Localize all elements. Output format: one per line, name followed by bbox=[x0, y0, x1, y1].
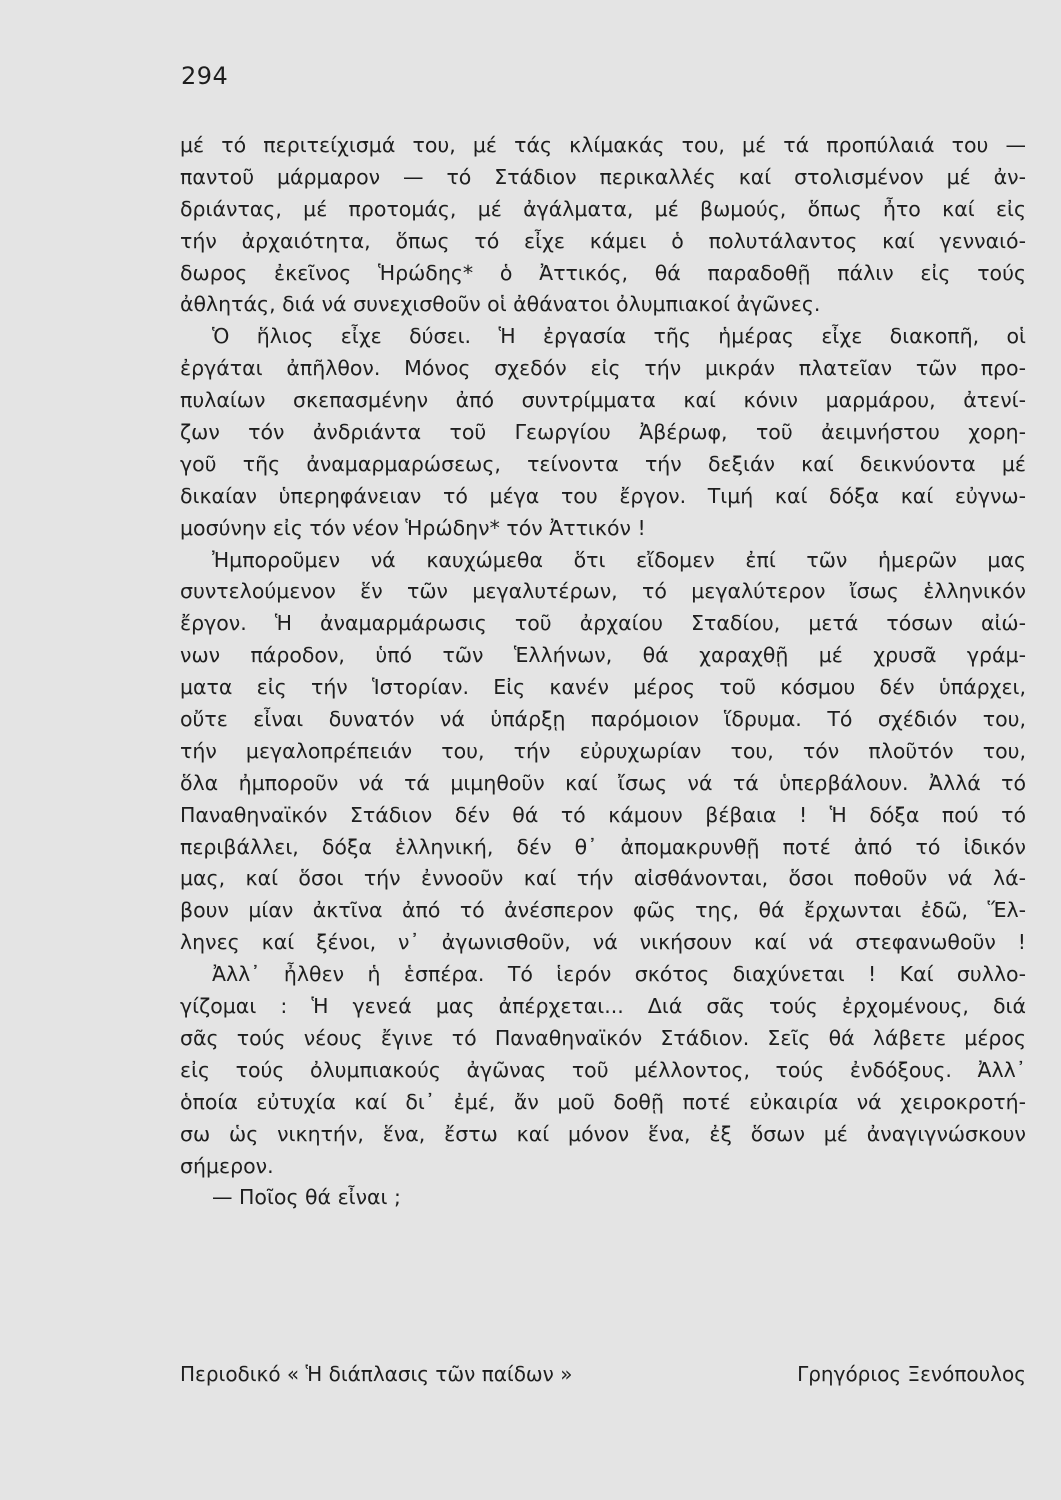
text-line: γίζομαι : Ἡ γενεά μας ἀπέρχεται... Διά σᾶς τούς ἐρχομένους, διά bbox=[180, 994, 1026, 1019]
text-line: Ὁ ἥλιος εἶχε δύσει. Ἡ ἐργασία τῆς ἡμέρας εἶχε διακοπῆ, οἱ bbox=[212, 324, 1026, 349]
text-line: δριάντας, μέ προτομάς, μέ ἀγάλματα, μέ βωμούς, ὅπως ἦτο καί εἰς bbox=[180, 196, 1026, 221]
body-text bbox=[180, 130, 1026, 1214]
text-line: σᾶς τούς νέους ἔγινε τό Παναθηναϊκόν Στάδιον. Σεῖς θά λάβετε μέρος bbox=[180, 1025, 1026, 1050]
text-line: Ἀλλ᾽ ἦλθεν ἡ ἑσπέρα. Τό ἱερόν σκότος διαχύνεται ! Καί συλλο- bbox=[212, 962, 1026, 987]
text-line: ματα εἰς τήν Ἱστορίαν. Εἰς κανέν μέρος τοῦ κόσμου δέν ὑπάρχει, bbox=[180, 675, 1026, 700]
text-line: παντοῦ μάρμαρον — τό Στάδιον περικαλλές καί στολισμένον μέ ἀν- bbox=[180, 164, 1026, 189]
footer-author: Γρηγόριος Ξενόπουλος bbox=[797, 1362, 1026, 1386]
text-line: ζων τόν ἀνδριάντα τοῦ Γεωργίου Ἀβέρωφ, τοῦ ἀειμνήστου χορη- bbox=[180, 420, 1026, 445]
text-line: συντελούμενον ἕν τῶν μεγαλυτέρων, τό μεγαλύτερον ἴσως ἑλληνικόν bbox=[180, 579, 1026, 604]
text-line: ὁποία εὐτυχία καί δι᾽ ἐμέ, ἄν μοῦ δοθῇ ποτέ εὐκαιρία νά χειροκροτή- bbox=[180, 1089, 1026, 1114]
text-line: εἰς τούς ὀλυμπιακούς ἀγῶνας τοῦ μέλλοντος, τούς ἐνδόξους. Ἀλλ᾽ bbox=[180, 1057, 1026, 1082]
text-line: ληνες καί ξένοι, ν᾽ ἀγωνισθοῦν, νά νικήσουν καί νά στεφανωθοῦν ! bbox=[180, 930, 1026, 955]
text-line: ἔργον. Ἡ ἀναμαρμάρωσις τοῦ ἀρχαίου Σταδίου, μετά τόσων αἰώ- bbox=[180, 611, 1026, 636]
text-line: ἀθλητάς, διά νά συνεχισθοῦν οἱ ἀθάνατοι ὀλυμπιακοί ἀγῶνες. bbox=[180, 292, 821, 317]
footer-source: Περιοδικό « Ἡ διάπλασις τῶν παίδων » bbox=[180, 1362, 573, 1386]
text-line: Παναθηναϊκόν Στάδιον δέν θά τό κάμουν βέβαια ! Ἡ δόξα πού τό bbox=[180, 802, 1026, 827]
text-line: τήν μεγαλοπρέπειάν του, τήν εὐρυχωρίαν του, τόν πλοῦτόν του, bbox=[180, 738, 1026, 763]
page-footer bbox=[180, 1362, 1026, 1386]
text-line: νων πάροδον, ὑπό τῶν Ἑλλήνων, θά χαραχθῇ μέ χρυσᾶ γράμ- bbox=[180, 643, 1026, 668]
text-line: πυλαίων σκεπασμένην ἀπό συντρίμματα καί κόνιν μαρμάρου, ἀτενί- bbox=[180, 388, 1026, 413]
text-line: περιβάλλει, δόξα ἑλληνική, δέν θ᾽ ἀπομακρυνθῇ ποτέ ἀπό τό ἰδικόν bbox=[180, 834, 1026, 859]
text-line: ὅλα ἠμποροῦν νά τά μιμηθοῦν καί ἴσως νά τά ὑπερβάλουν. Ἀλλά τό bbox=[180, 770, 1026, 795]
text-line: μέ τό περιτείχισμά του, μέ τάς κλίμακάς του, μέ τά προπύλαιά του — bbox=[180, 133, 1026, 157]
text-line: σω ὡς νικητήν, ἕνα, ἔστω καί μόνον ἕνα, ἐξ ὅσων μέ ἀναγιγνώσκουν bbox=[180, 1121, 1026, 1146]
text-line: — Ποῖος θά εἶναι ; bbox=[212, 1185, 401, 1210]
text-line: βουν μίαν ἀκτῖνα ἀπό τό ἀνέσπερον φῶς της, θά ἔρχωνται ἐδῶ, Ἕλ- bbox=[180, 898, 1026, 923]
text-line: Ἠμποροῦμεν νά καυχώμεθα ὅτι εἴδομεν ἐπί τῶν ἡμερῶν μας bbox=[212, 547, 1026, 572]
text-line: μοσύνην εἰς τόν νέον Ἡρώδην* τόν Ἀττικόν ! bbox=[180, 515, 646, 540]
text-line: σήμερον. bbox=[180, 1153, 274, 1178]
text-line: τήν ἀρχαιότητα, ὅπως τό εἶχε κάμει ὁ πολυτάλαντος καί γενναιό- bbox=[180, 228, 1026, 253]
text-line: δικαίαν ὑπερηφάνειαν τό μέγα του ἔργον. Τιμή καί δόξα καί εὐγνω- bbox=[180, 483, 1026, 508]
page-number: 294 bbox=[181, 62, 229, 90]
text-line: ἐργάται ἀπῆλθον. Μόνος σχεδόν εἰς τήν μικράν πλατεῖαν τῶν προ- bbox=[180, 356, 1026, 381]
text-line: δωρος ἐκεῖνος Ἡρώδης* ὁ Ἀττικός, θά παραδοθῇ πάλιν εἰς τούς bbox=[180, 260, 1026, 285]
text-line: οὔτε εἶναι δυνατόν νά ὑπάρξῃ παρόμοιον ἵδρυμα. Τό σχέδιόν του, bbox=[180, 707, 1026, 732]
text-line: μας, καί ὅσοι τήν ἐννοοῦν καί τήν αἰσθάνονται, ὅσοι ποθοῦν νά λά- bbox=[180, 866, 1026, 891]
text-line: γοῦ τῆς ἀναμαρμαρώσεως, τείνοντα τήν δεξιάν καί δεικνύοντα μέ bbox=[180, 451, 1026, 476]
